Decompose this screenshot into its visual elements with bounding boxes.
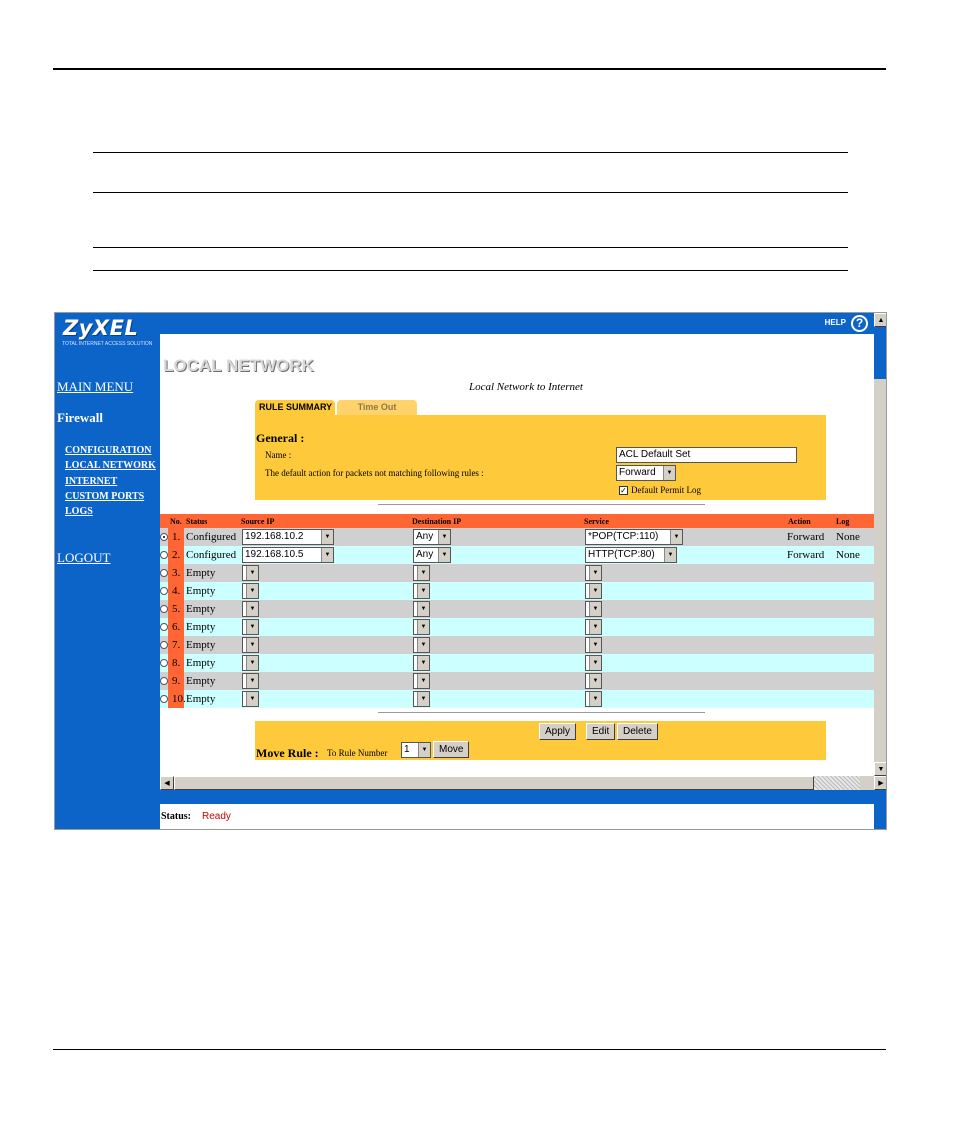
service-select[interactable] [585, 637, 602, 653]
tab-time-out[interactable]: Time Out [337, 400, 417, 415]
chevron-down-icon: ▼ [589, 692, 601, 706]
chevron-down-icon: ▼ [246, 584, 258, 598]
table-row [160, 600, 874, 618]
chevron-down-icon: ▼ [589, 620, 601, 634]
table-row [160, 582, 874, 600]
help-icon[interactable]: ? [851, 315, 868, 332]
separator [378, 712, 705, 714]
rule-number: 9. [172, 675, 181, 687]
chevron-down-icon: ▼ [438, 548, 450, 562]
horizontal-scrollbar[interactable] [160, 776, 887, 790]
table-row [160, 636, 874, 654]
chevron-down-icon: ▼ [589, 638, 601, 652]
rules-table [160, 514, 874, 708]
scroll-down-icon[interactable]: ▼ [874, 762, 887, 776]
default-permit-log-checkbox[interactable]: ✓ [620, 486, 627, 496]
service-select[interactable] [585, 529, 683, 545]
chevron-down-icon: ▼ [246, 602, 258, 616]
chevron-down-icon: ▼ [589, 674, 601, 688]
chevron-down-icon: ▼ [417, 638, 429, 652]
name-input[interactable]: ACL Default Set [616, 447, 797, 463]
sidebar-link-logs[interactable]: LOGS [65, 506, 93, 517]
status-bar [160, 804, 874, 826]
chevron-down-icon: ▼ [417, 656, 429, 670]
rule-action: Forward [787, 531, 825, 543]
source-ip-select[interactable] [242, 655, 259, 671]
chevron-down-icon: ▼ [246, 620, 258, 634]
sidebar [55, 313, 160, 830]
vertical-scrollbar[interactable] [874, 313, 887, 776]
chevron-down-icon: ▼ [417, 692, 429, 706]
service-select[interactable] [585, 583, 602, 599]
rule-number: 2. [172, 549, 181, 561]
doc-table-rule [93, 152, 848, 153]
table-row [160, 564, 874, 582]
chevron-down-icon: ▼ [417, 674, 429, 688]
destination-ip-select[interactable] [413, 691, 430, 707]
rule-number: 10. [172, 693, 186, 705]
separator [378, 504, 705, 506]
source-ip-select[interactable] [242, 637, 259, 653]
chevron-down-icon: ▼ [670, 530, 682, 544]
rule-number: 8. [172, 657, 181, 669]
rule-status: Empty [186, 585, 216, 597]
header-service: Service [584, 517, 609, 526]
rule-select-radio[interactable] [160, 587, 168, 595]
status-divider [160, 790, 887, 804]
scroll-left-icon[interactable]: ◀ [160, 776, 174, 790]
scroll-right-icon[interactable]: ▶ [874, 776, 887, 790]
rule-status: Empty [186, 603, 216, 615]
rule-select-radio[interactable] [160, 623, 168, 631]
destination-ip-select[interactable] [413, 637, 430, 653]
chevron-down-icon: ▼ [246, 692, 258, 706]
destination-ip-select[interactable] [413, 565, 430, 581]
edit-button[interactable]: Edit [586, 723, 615, 740]
rule-number: 6. [172, 621, 181, 633]
source-ip-select[interactable] [242, 583, 259, 599]
rule-number: 5. [172, 603, 181, 615]
table-row [160, 528, 874, 546]
help-label[interactable]: HELP [824, 318, 846, 327]
source-ip-select[interactable] [242, 529, 334, 545]
status-bar-edge [874, 804, 887, 830]
rule-number-select[interactable] [401, 742, 431, 758]
service-select[interactable] [585, 655, 602, 671]
service-select[interactable] [585, 673, 602, 689]
service-select[interactable] [585, 619, 602, 635]
doc-table-rule [93, 192, 848, 193]
destination-ip-value: Any [416, 549, 434, 560]
sidebar-link-local-network[interactable]: LOCAL NETWORK [65, 460, 156, 471]
rule-status: Empty [186, 621, 216, 633]
chevron-down-icon: ▼ [417, 602, 429, 616]
sidebar-link-configuration[interactable]: CONFIGURATION [65, 445, 152, 456]
rules-rows [160, 528, 874, 708]
destination-ip-select[interactable] [413, 655, 430, 671]
brand-tagline: TOTAL INTERNET ACCESS SOLUTION [62, 341, 153, 347]
header-source-ip: Source IP [241, 517, 275, 526]
service-select[interactable] [585, 565, 602, 581]
chevron-down-icon: ▼ [589, 584, 601, 598]
doc-table-rule [93, 247, 848, 248]
general-title: General : [256, 431, 305, 445]
service-select[interactable] [585, 547, 677, 563]
delete-button[interactable]: Delete [617, 723, 658, 740]
rule-number: 3. [172, 567, 181, 579]
chevron-down-icon: ▼ [417, 620, 429, 634]
chevron-down-icon: ▼ [589, 656, 601, 670]
rule-log: None [836, 549, 860, 561]
destination-ip-select[interactable] [413, 547, 451, 563]
source-ip-select[interactable] [242, 565, 259, 581]
chevron-down-icon: ▼ [664, 548, 676, 562]
chevron-down-icon: ▼ [321, 530, 333, 544]
source-ip-select[interactable] [242, 673, 259, 689]
scroll-up-icon[interactable]: ▲ [874, 313, 887, 327]
rule-status: Empty [186, 639, 216, 651]
header-log: Log [836, 517, 850, 526]
header-no: No. [170, 517, 182, 526]
destination-ip-value: Any [416, 531, 434, 542]
destination-ip-select[interactable] [413, 601, 430, 617]
destination-ip-select[interactable] [413, 673, 430, 689]
rule-status: Configured [186, 531, 237, 543]
default-permit-log [619, 485, 701, 495]
service-select[interactable] [585, 691, 602, 707]
rule-status: Empty [186, 657, 216, 669]
rule-status: Empty [186, 675, 216, 687]
status-value: Ready [202, 811, 231, 822]
sidebar-link-custom-ports[interactable]: CUSTOM PORTS [65, 491, 145, 502]
doc-table-rule [93, 270, 848, 271]
table-row [160, 654, 874, 672]
default-action-select[interactable] [616, 465, 676, 481]
chevron-down-icon: ▼ [438, 530, 450, 544]
header-status: Status [186, 517, 208, 526]
chevron-down-icon: ▼ [246, 566, 258, 580]
sidebar-section-firewall: Firewall [57, 410, 103, 425]
chevron-down-icon: ▼ [589, 602, 601, 616]
rule-select-radio[interactable] [160, 605, 168, 613]
main-menu-link[interactable]: MAIN MENU [57, 379, 134, 394]
chevron-down-icon: ▼ [246, 656, 258, 670]
chevron-down-icon: ▼ [246, 638, 258, 652]
rule-log: None [836, 531, 860, 543]
table-row [160, 690, 874, 708]
chevron-down-icon: ▼ [418, 743, 430, 757]
destination-ip-select[interactable] [413, 529, 451, 545]
rule-action: Forward [787, 549, 825, 561]
source-ip-value: 192.168.10.2 [245, 531, 304, 542]
destination-ip-select[interactable] [413, 583, 430, 599]
page-bottom-rule [53, 1049, 886, 1050]
rule-select-radio[interactable] [160, 677, 168, 685]
horizontal-scroll-track[interactable] [814, 776, 860, 790]
rules-table-header [160, 514, 874, 528]
rule-select-radio[interactable] [160, 641, 168, 649]
to-rule-number-label: To Rule Number [327, 748, 388, 758]
page-top-rule [53, 68, 886, 70]
source-ip-select[interactable] [242, 619, 259, 635]
general-panel [255, 415, 826, 500]
header-destination-ip: Destination IP [412, 517, 462, 526]
tab-rule-summary[interactable]: RULE SUMMARY [255, 400, 335, 415]
rule-select-radio[interactable] [160, 533, 168, 541]
browser-screenshot [54, 312, 887, 830]
chevron-down-icon: ▼ [321, 548, 333, 562]
chevron-down-icon: ▼ [417, 584, 429, 598]
chevron-down-icon: ▼ [663, 466, 675, 480]
horizontal-scroll-thumb[interactable] [174, 776, 814, 790]
top-bar [160, 313, 874, 334]
rule-number: 7. [172, 639, 181, 651]
chevron-down-icon: ▼ [589, 566, 601, 580]
rule-status: Empty [186, 693, 216, 705]
table-row [160, 618, 874, 636]
logout-link[interactable]: LOGOUT [57, 550, 111, 565]
main-content [160, 334, 874, 776]
action-panel [255, 721, 826, 760]
rule-number-value: 1 [404, 744, 410, 755]
service-select[interactable] [585, 601, 602, 617]
rule-select-radio[interactable] [160, 551, 168, 559]
rule-status: Empty [186, 567, 216, 579]
status-label: Status: [161, 811, 192, 822]
brand-logo: ZyXEL [63, 316, 139, 340]
service-value: *POP(TCP:110) [588, 531, 659, 542]
apply-button[interactable]: Apply [539, 723, 576, 740]
table-row [160, 546, 874, 564]
service-value: HTTP(TCP:80) [588, 549, 655, 560]
destination-ip-select[interactable] [413, 619, 430, 635]
header-action: Action [788, 517, 811, 526]
rule-status: Configured [186, 549, 237, 561]
source-ip-select[interactable] [242, 547, 334, 563]
default-action-value: Forward [619, 467, 656, 478]
rule-select-radio[interactable] [160, 569, 168, 577]
chevron-down-icon: ▼ [246, 674, 258, 688]
name-label: Name : [265, 450, 292, 460]
move-button[interactable]: Move [433, 741, 469, 758]
rule-number: 1. [172, 531, 181, 543]
vertical-scroll-thumb[interactable] [874, 327, 887, 379]
rule-number: 4. [172, 585, 181, 597]
rule-select-radio[interactable] [160, 659, 168, 667]
source-ip-value: 192.168.10.5 [245, 549, 304, 560]
move-rule-label: Move Rule : [256, 746, 319, 760]
source-ip-select[interactable] [242, 691, 259, 707]
table-row [160, 672, 874, 690]
default-permit-log-label: Default Permit Log [631, 485, 701, 495]
page-subtitle: Local Network to Internet [469, 381, 583, 393]
default-action-label: The default action for packets not matching following rules : [265, 468, 484, 478]
sidebar-link-internet[interactable]: INTERNET [65, 476, 118, 487]
rule-select-radio[interactable] [160, 695, 168, 703]
source-ip-select[interactable] [242, 601, 259, 617]
page-title: LOCAL NETWORK [163, 356, 314, 375]
chevron-down-icon: ▼ [417, 566, 429, 580]
